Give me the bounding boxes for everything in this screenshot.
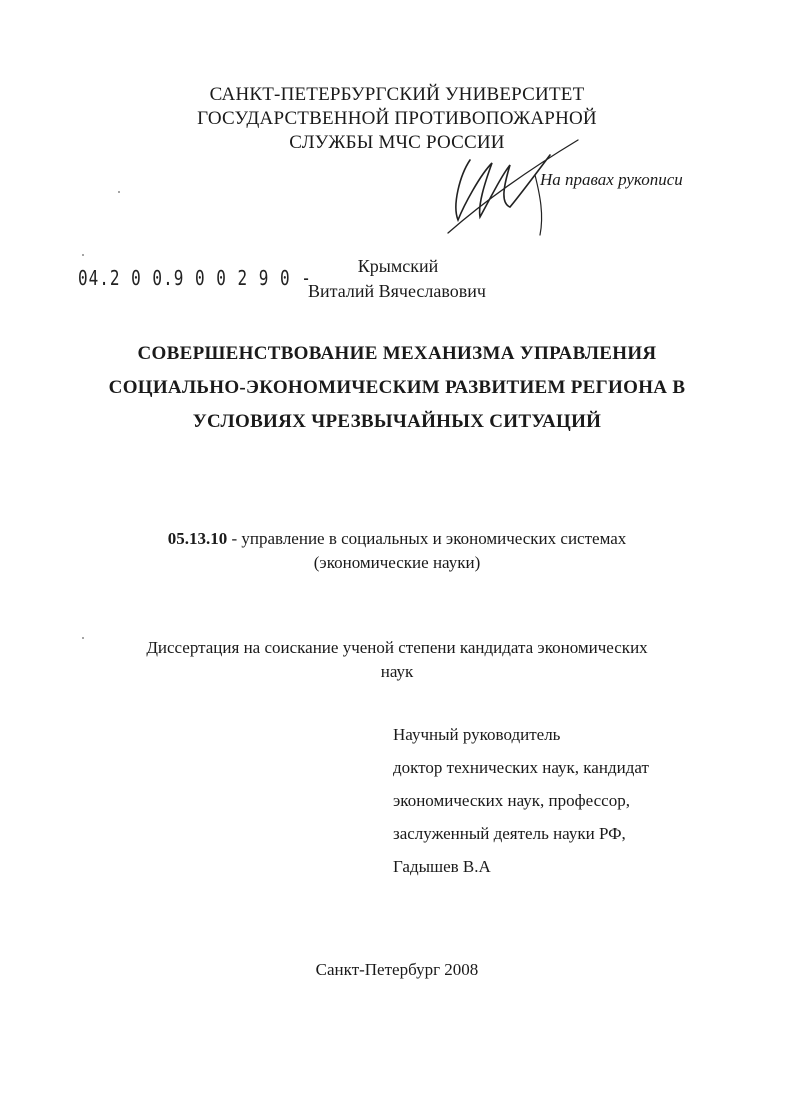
thesis-line-1: Диссертация на соискание ученой степени кандидата экономических xyxy=(146,638,648,657)
scan-speck xyxy=(118,191,120,193)
university-name xyxy=(0,83,794,155)
university-line-3: СЛУЖБЫ МЧС РОССИИ xyxy=(289,132,505,153)
university-line-1: САНКТ-ПЕТЕРБУРГСКИЙ УНИВЕРСИТЕТ xyxy=(209,84,585,105)
author-first-patronymic: Виталий Вячеславович xyxy=(308,281,486,301)
title-line-1: СОВЕРШЕНСТВОВАНИЕ МЕХАНИЗМА УПРАВЛЕНИЯ xyxy=(137,343,657,364)
specialty-code: 05.13.10 xyxy=(167,529,228,548)
supervisor-block xyxy=(393,718,649,883)
author-block xyxy=(0,254,794,304)
supervisor-line-1: Научный руководитель xyxy=(393,725,561,744)
signature-icon xyxy=(440,135,600,245)
author-last-name: Крымский xyxy=(357,256,439,276)
supervisor-line-4: заслуженный деятель науки РФ, xyxy=(393,824,626,843)
scan-speck xyxy=(82,637,84,639)
title-line-3: УСЛОВИЯХ ЧРЕЗВЫЧАЙНЫХ СИТУАЦИЙ xyxy=(192,411,602,432)
specialty-name: - управление в социальных и экономических системах xyxy=(227,529,627,548)
specialty-field: (экономические науки) xyxy=(313,553,481,572)
scan-speck xyxy=(82,254,84,256)
manuscript-note: На правах рукописи xyxy=(540,170,683,189)
supervisor-line-2: доктор технических наук, кандидат xyxy=(393,758,649,777)
thesis-description xyxy=(0,636,794,684)
specialty-block xyxy=(0,527,794,575)
university-line-2: ГОСУДАРСТВЕННОЙ ПРОТИВОПОЖАРНОЙ xyxy=(197,108,597,129)
thesis-line-2: наук xyxy=(380,662,414,681)
supervisor-line-5: Гадышев В.А xyxy=(393,857,491,876)
title-line-2: СОЦИАЛЬНО-ЭКОНОМИЧЕСКИМ РАЗВИТИЕМ РЕГИОНА В xyxy=(108,377,686,398)
city-year: Санкт-Петербург 2008 xyxy=(315,960,479,979)
supervisor-line-3: экономических наук, профессор, xyxy=(393,791,630,810)
thesis-title xyxy=(0,337,794,439)
registration-stamp: 04.2 0 0.9 0 0 2 9 0 - xyxy=(78,266,312,290)
specialty-line xyxy=(0,527,794,551)
